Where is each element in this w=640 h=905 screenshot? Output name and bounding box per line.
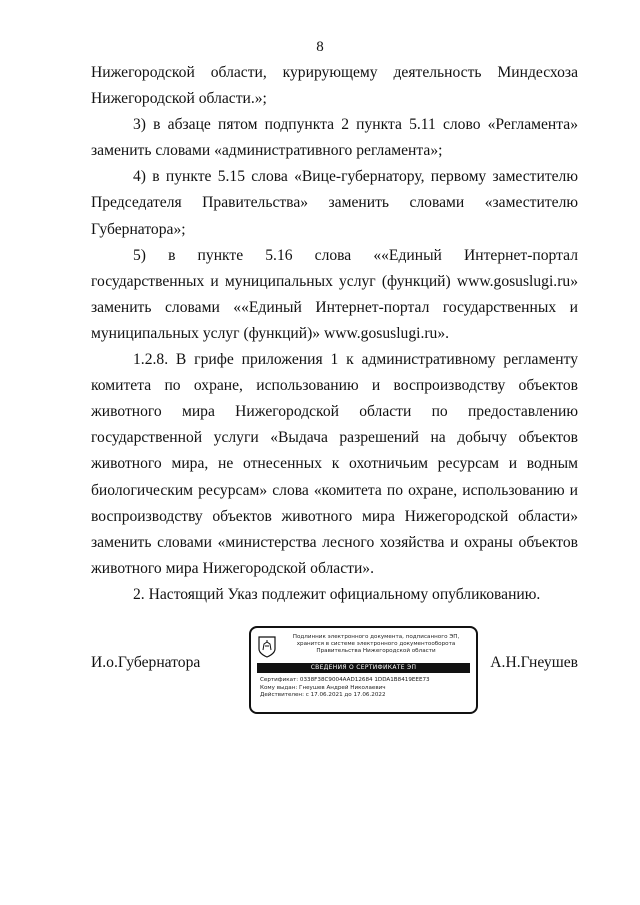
certificate-number: Сертификат: 0338F38C9004AAD12684 1DDA1B8419EEE73	[260, 677, 430, 683]
stamp-header-line: хранится в системе электронного документооборота	[296, 641, 456, 647]
paragraph: 1.2.8. В грифе приложения 1 к административному регламенту комитета по охране, использованию и воспроизводству объектов животного мира Нижегородской области по предоставлению государственной услуги «Выдача разрешений на добычу объектов животного мира, не отнесенных к охотничьим ресурсам и водным биологическим ресурсам» слова «комитета по охране, использованию и воспроизводству объектов животного мира Нижегородской области» заменить словами «министерства лесного хозяйства и охраны объектов животного мира Нижегородской области».	[91, 351, 578, 577]
coat-of-arms-icon	[258, 636, 276, 658]
electronic-signature-stamp	[249, 626, 478, 714]
stamp-title-bar: СВЕДЕНИЯ О СЕРТИФИКАТЕ ЭП	[257, 663, 470, 673]
paragraph: 5) в пункте 5.16 слова ««Единый Интернет-портал государственных и муниципальных услуг (функций) www.gosuslugi.ru» заменить словами ««Единый Интернет-портал государственных и муниципальных услуг (функций)» www.gosuslugi.ru».	[91, 246, 578, 342]
stamp-header-line: Правительства Нижегородской области	[316, 648, 436, 654]
stamp-details	[260, 677, 470, 700]
signer-name: А.Н.Гнеушев	[490, 654, 578, 671]
signer-title: И.о.Губернатора	[91, 654, 201, 671]
stamp-header	[281, 634, 471, 655]
page-number: 8	[316, 39, 324, 55]
stamp-header-line: Подлинник электронного документа, подписанного ЭП,	[292, 634, 460, 640]
paragraph: 3) в абзаце пятом подпункта 2 пункта 5.11 слово «Регламента» заменить словами «административного регламента»;	[91, 116, 578, 160]
certificate-validity: Действителен: с 17.06.2021 до 17.06.2022	[260, 692, 386, 699]
paragraph: Нижегородской области, курирующему деятельность Миндесхоза Нижегородской области.»;	[91, 64, 578, 108]
paragraph: 4) в пункте 5.15 слова «Вице-губернатору, первому заместителю Председателя Правительства» заменить словами «заместителю Губернатора»;	[91, 168, 578, 238]
certificate-owner: Кому выдан: Гнеушев Андрей Николаевич	[260, 684, 386, 691]
document-body	[91, 60, 578, 608]
paragraph: 2. Настоящий Указ подлежит официальному опубликованию.	[133, 585, 541, 603]
